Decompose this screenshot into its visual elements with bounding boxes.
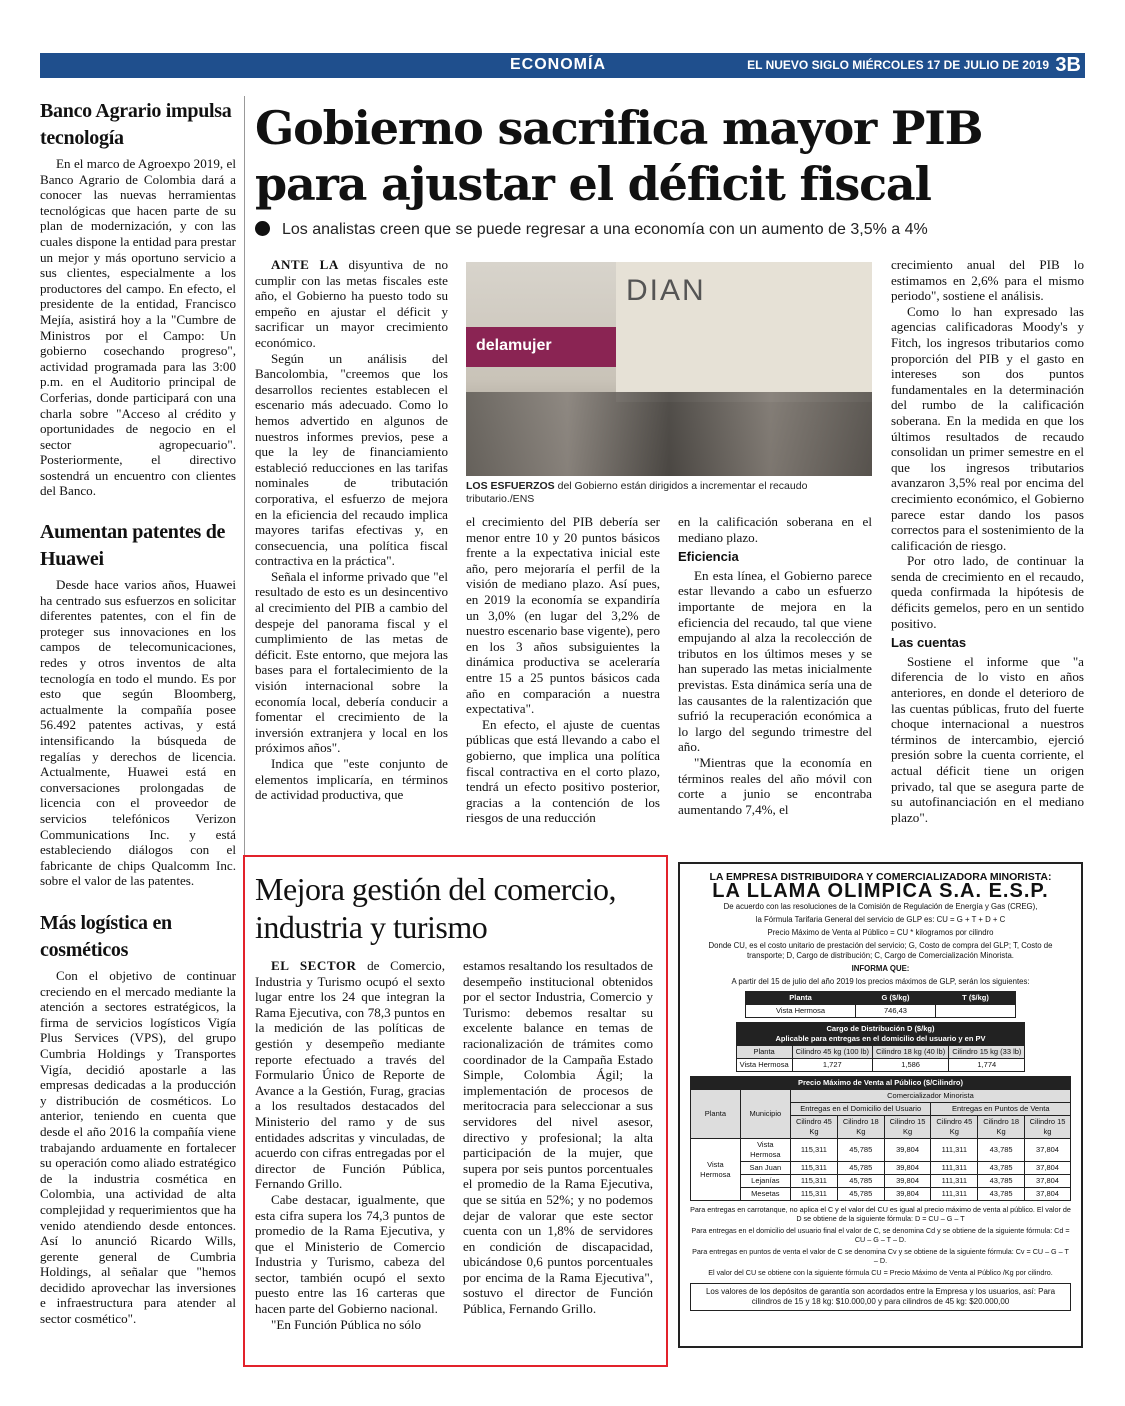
article-paragraph: Según un análisis del Bancolombia, "creemos que los desarrollos recientes establecen el escenario más adecuado. Como lo hemos advertido en algunos de nuestros informes previos, pese a que la ley de financiamiento estableció reducciones en las tarifas nominales de tributación corporativa, el esfuerzo de mejora en la eficiencia del recaudo implica mayores tarifas efectivas y, en consecuencia, una política fiscal contractiva en la práctica". (255, 350, 448, 569)
article-paragraph: "En Función Pública no sólo (271, 1316, 422, 1332)
photo-caption (466, 480, 872, 506)
table-header: Cilindro 15 kg (1025, 1116, 1071, 1139)
ad-note: Para entregas en el domicilio del usuario final el valor de C, se denomina Cd y se obtiene de la siguiente fórmula: Cd = CU – G – T – D. (691, 1226, 1070, 1244)
table-cell: 1,586 (873, 1059, 949, 1072)
article-paragraph: estamos resaltando los resultados de desempeño institucional obtenidos por el sector Industria, Comercio y Turismo: debemos resaltar su excelente balance en temas de racionalización de trámites como coordinador de la Campaña Estado Simple, Colombia Ágil; la implementación de procesos de meritocracia para seleccionar a sus servidores del nivel asesor, directivo y profesional; la alta participación de la mujer, que supera por seis puntos porcentuales el promedio de la Rama Ejecutiva, que se sitúa en 52%; y no podemos dejar de valorar que este sector cuenta con un 1,8% de servidores en condición de discapacidad, ubicándose 0,6 puntos porcentuales por encima de la Rama Ejecutiva", sostuvo el director de Función Pública, Fernando Grillo. (463, 958, 653, 1317)
gas-price-advertisement (678, 862, 1083, 1348)
table-cell: 115,311 (790, 1175, 837, 1188)
table-cell: 43,785 (978, 1139, 1025, 1162)
article-photo (466, 262, 872, 476)
table-cell: 111,311 (931, 1175, 978, 1188)
table-header: Entregas en el Domicilio del Usuario (790, 1103, 931, 1116)
table-cell: 39,804 (884, 1175, 931, 1188)
article-paragraph: Por otro lado, de continuar la senda de crecimiento en el recaudo, queda confirmada la hipótesis de déficits gemelos, pero en un sentido positivo. (891, 553, 1084, 631)
table-cell: 37,804 (1025, 1162, 1071, 1175)
table-cell: 111,311 (931, 1162, 978, 1175)
table-title: Precio Máximo de Venta al Público ($/Cilindro) (691, 1077, 1071, 1090)
table-header: Planta (736, 1046, 792, 1059)
table-cell: 37,804 (1025, 1139, 1071, 1162)
article-paragraph: Señala el informe privado que "el resultado de esto es un desincentivo al crecimiento del PIB a cambio del despeje del panorama fiscal y el cumplimiento de las metas de déficit. Este entorno, que mejora las bases para el fortalecimiento de la visión internacional sobre la economía local, debería conducir a fomentar el crecimiento de la inversión extranjera y local en los próximos años". (255, 568, 448, 756)
ad-line: INFORMA QUE: (851, 964, 910, 973)
article-lead: EL SECTOR (271, 958, 357, 973)
table-cell: 115,311 (790, 1139, 837, 1162)
page-number: 3B (1055, 54, 1081, 76)
table-cell: 39,804 (884, 1139, 931, 1162)
article-paragraph: crecimiento anual del PIB lo estimamos en 2,6% para el mismo periodo", sostiene el análisis. (891, 257, 1084, 304)
ad-note: El valor del CU se obtiene con la siguiente fórmula CU = Precio Máximo de Venta al Público /Kg por cilindro. (708, 1268, 1053, 1277)
ad-kicker: LA EMPRESA DISTRIBUIDORA Y COMERCIALIZADORA MINORISTA: (709, 871, 1052, 883)
article-subhead: Eficiencia (678, 549, 739, 565)
article-paragraph: de Comercio, Industria y Turismo ocupó el sexto lugar entre los 24 que integran la Rama Ejecutiva, con 78,3 puntos en la medición de las políticas de gestión y desempeño mediante reporte efectuado a través del Formulario Único de Reporte de Avance a la Gestión, Furag, gracias a los resultados destacados del Ministerio del ramo y de sus entidades adscritas y vinculadas, de acuerdo con cifras entregadas por el director de Función Pública, Fernando Grillo. (255, 958, 445, 1192)
table-header: Cilindro 18 kg (40 lb) (873, 1046, 949, 1059)
ad-footer: Los valores de los depósitos de garantía son acordados entre la Empresa y los usuarios, así: Para cilindros de 15 y 18 kg: $10.000,00 y para cilindros de 45 kg: $20.000,00 (690, 1283, 1071, 1311)
table-cell: 37,804 (1025, 1188, 1071, 1201)
ad-table-g-t (745, 991, 1016, 1018)
secondary-article-column-1 (255, 958, 445, 1332)
table-row (691, 1162, 1071, 1175)
table-cell: 45,785 (837, 1139, 884, 1162)
ad-line: Donde CU, es el costo unitario de prestación del servicio; G, Costo de compra del GLP; T, Costo de transporte; D, Cargo de distribución; C, Cargo de Comercialización Minorista. (708, 941, 1053, 960)
table-header: Cilindro 18 Kg (837, 1116, 884, 1139)
main-headline: Gobierno sacrifica mayor PIB para ajustar el déficit fiscal (255, 101, 983, 211)
main-article-column-2 (466, 514, 660, 826)
table-cell: Lejanías (740, 1175, 790, 1188)
table-cell: 746,43 (856, 1005, 936, 1018)
table-header: T ($/kg) (936, 992, 1016, 1005)
brief-body: Desde hace varios años, Huawei ha centrado sus esfuerzos en solicitar diferentes patentes, con el fin de proteger sus innovaciones en los campos de telecomunicaciones, redes y otros inventos de alta tecnología en todo el mundo. Es por esto que según Bloomberg, actualmente la compañía posee 56.492 patentes activas, y está intensificando la búsqueda de regalías y derechos de licencia. Actualmente, Huawei está en conversaciones prolongadas de licencia con el proveedor de servicios telefónicos Verizon Communications Inc. y está estableciendo diálogos con el fabricante de chips Qualcomm Inc. sobre el valor de las patentes. (40, 577, 236, 889)
table-header: Cilindro 45 Kg (931, 1116, 978, 1139)
article-paragraph: "Mientras que la economía en términos reales del año móvil con corte a junio se encontraba aumentando 7,4%, el (678, 754, 872, 817)
table-header: Planta (746, 992, 856, 1005)
section-header-bar (40, 53, 1085, 78)
subheadline-text: Los analistas creen que se puede regresar a una economía con un aumento de 3,5% a 4% (282, 221, 928, 238)
brief-title: Más logística en cosméticos (40, 912, 172, 961)
table-row (691, 1139, 1071, 1162)
table-header: Municipio (740, 1090, 790, 1139)
table-cell: 45,785 (837, 1175, 884, 1188)
brief-title: Banco Agrario impulsa tecnología (40, 100, 232, 149)
section-name: ECONOMÍA (510, 56, 606, 73)
main-subheadline (255, 221, 1075, 239)
secondary-headline: Mejora gestión del comercio, industria y turismo (255, 871, 616, 945)
table-cell: 43,785 (978, 1188, 1025, 1201)
table-cell: 43,785 (978, 1175, 1025, 1188)
table-header: Cilindro 15 kg (33 lb) (949, 1046, 1025, 1059)
crowd-queue (466, 392, 872, 476)
table-header: Cilindro 45 kg (100 lb) (792, 1046, 872, 1059)
table-cell: 37,804 (1025, 1175, 1071, 1188)
secondary-article-column-2 (463, 958, 653, 1317)
main-article-column-1 (255, 257, 448, 803)
article-paragraph: Como lo han expresado las agencias calificadoras Moody's y Fitch, los ingresos tributarios como proporción del PIB y el gasto en intereses son dos puntos fundamentales en la determinación del rumbo de la calificación soberana. En la medida en que los últimos resultados de recaudo consolidan un primer semestre en el que los ingresos tributarios avanzaron 3,5% real por encima del crecimiento económico, el Gobierno parece estar dando los pasos correctos para el sostenimiento de la calificación de riesgo. (891, 303, 1084, 553)
article-paragraph: Cabe destacar, igualmente, que esta cifra supera los 74,3 puntos de promedio de la Rama Ejecutiva, y que el Ministerio de Comercio Industria y Turismo, cabeza del sector, también ocupó el sexto puesto entre las 16 carteras que hacen parte del Gobierno nacional. (255, 1191, 445, 1317)
article-paragraph: Sostiene el informe que "a diferencia de lo visto en años anteriores, en donde el deterioro de las cuentas públicas, fruto del fuerte choque internacional a nuestros términos de intercambio, ejerció presión sobre la cuenta corriente, el actual déficit tiene un origen privado, tal que se asegura parte de su autofinanciación en el mediano plazo". (891, 653, 1084, 825)
table-cell: San Juan (740, 1162, 790, 1175)
table-cell: 111,311 (931, 1139, 978, 1162)
table-header: Entregas en Puntos de Venta (931, 1103, 1071, 1116)
caption-lead: LOS ESFUERZOS (466, 480, 555, 492)
main-article-column-3 (678, 514, 872, 817)
table-cell: Vista Hermosa (691, 1139, 741, 1201)
brief-body: En el marco de Agroexpo 2019, el Banco Agrario de Colombia dará a conocer las nuevas herramientas tecnológicas que hacen parte de su plan de modernización, y con las cuales dispone la entidad para prestar un mejor y más oportuno servicio a sus clientes, especialmente a los productores del campo. En efecto, el presidente de la entidad, Francisco Mejía, asistirá hoy a la "Cumbre de Ministros por el Campo: Un gobierno cosechando progreso", actividad programada para las 3:00 p.m. en el Auditorio principal de Corferias, donde participará con una charla sobre "Acceso al crédito y oportunidades de negocio en el sector agropecuario". Posteriormente, el directivo sostendrá un encuentro con clientes del Banco. (40, 156, 236, 499)
ad-line: De acuerdo con las resoluciones de la Comisión de Regulación de Energía y Gas (CREG), (723, 902, 1038, 911)
sidebar-brief-cosmeticos (40, 910, 236, 1327)
article-paragraph: el crecimiento del PIB debería ser menor entre 10 y 20 puntos básicos frente a la expectativa inicial este año, pero mejoraría el perfil de la visión de mediano plazo. Así pues, en 2019 la economía se expandiría un 3,0% (en lugar del 3,2% de nuestro escenario base vigente), pero en los 3 años subsiguientes la dinámica productiva se aceleraría entre 15 a 25 puntos básicos cada año en comparación a nuestra expectativa". (466, 514, 660, 717)
table-cell: 115,311 (790, 1162, 837, 1175)
brief-body: Con el objetivo de continuar creciendo en el mercado mediante la atención a sectores estratégicos, la firma de servicios logísticos Vigía Plus Services (VPS), del grupo Cumbria Holdings y Transportes Vigía, decidió apostarle a las empresas dedicadas a la producción y distribución de cosméticos. Lo anterior, teniendo en cuenta que desde el año 2016 la compañía viene trabajando arduamente en fortalecer su operación como aliado estratégico de la industria cosmética en Colombia, una actividad de alta complejidad y requerimientos que ha venido atendiendo desde entonces. Así lo anunció Ricardo Wills, gerente general de Cumbria Holdings, al señalar que "hemos decidido aprovechar las inversiones e infraestructura para atender al sector cosmético". (40, 968, 236, 1327)
sidebar-brief-banco-agrario (40, 98, 236, 499)
article-paragraph: Indica que "este conjunto de elementos implicaría, en términos de actividad productiva, que (255, 756, 448, 803)
ad-table-prices (690, 1076, 1071, 1201)
table-cell: 115,311 (790, 1188, 837, 1201)
ad-table-distribution (736, 1022, 1026, 1072)
ad-note: Para entregas en carrotanque, no aplica el C y el valor del CU es igual al precio máximo de venta al público. El valor de D se obtiene de la siguiente fórmula: D = CU – G – T (690, 1205, 1071, 1223)
ad-line: A partir del 15 de julio del año 2019 los precios máximos de GLP, serán los siguientes: (731, 977, 1030, 986)
article-subhead: Las cuentas (891, 635, 967, 651)
table-cell: Vista Hermosa (736, 1059, 792, 1072)
brief-title: Aumentan patentes de Huawei (40, 521, 226, 570)
ad-line: Precio Máximo de Venta al Público = CU * kilogramos por cilindro (767, 928, 994, 937)
table-header: Cilindro 18 Kg (978, 1116, 1025, 1139)
ad-line: la Fórmula Tarifaria General del servicio de GLP es: CU = G + T + D + C (755, 915, 1006, 924)
table-cell: 45,785 (837, 1188, 884, 1201)
table-cell: Vista Hermosa (740, 1139, 790, 1162)
table-cell: 39,804 (884, 1162, 931, 1175)
table-row (691, 1175, 1071, 1188)
article-paragraph: disyuntiva de no cumplir con las metas fiscales este año, el Gobierno ha puesto todo su empeño en ajustar el déficit y sacrificar un mayor crecimiento económico. (255, 257, 448, 350)
table-header: Cilindro 15 Kg (884, 1116, 931, 1139)
ad-company: LA LLAMA OLIMPICA S.A. E.S.P. (712, 880, 1049, 902)
table-title: Cargo de Distribución D ($/kg) Aplicable para entregas en el domicilio del usuario y en PV (736, 1023, 1025, 1046)
table-header: Comercializador Minorista (790, 1090, 1070, 1103)
table-cell: 1,774 (949, 1059, 1025, 1072)
table-cell: Vista Hermosa (746, 1005, 856, 1018)
bullet-icon (255, 221, 270, 236)
article-paragraph: En efecto, el ajuste de cuentas públicas que está llevando a cabo el gobierno, que implica una política fiscal contractiva en el corto plazo, tendrá un efecto positivo posterior, gracias a la contención de los riesgos de una reducción (466, 716, 660, 826)
main-article-column-4 (891, 257, 1084, 825)
table-cell: 111,311 (931, 1188, 978, 1201)
table-cell: 45,785 (837, 1162, 884, 1175)
article-lead: ANTE LA (271, 257, 339, 272)
store-sign: delamujer (466, 327, 616, 367)
table-cell: 39,804 (884, 1188, 931, 1201)
sidebar-brief-huawei (40, 519, 236, 889)
issue-date: EL NUEVO SIGLO MIÉRCOLES 17 DE JULIO DE 2019 (747, 58, 1049, 72)
ad-note: Para entregas en puntos de venta el valor de C se denomina Cv y se obtiene de la siguiente fórmula: Cv = CU – G – T – D. (692, 1247, 1069, 1265)
table-header: Cilindro 45 Kg (790, 1116, 837, 1139)
dian-sign: DIAN (626, 274, 706, 307)
table-cell: 43,785 (978, 1162, 1025, 1175)
table-cell: 1,727 (792, 1059, 872, 1072)
table-header: Planta (691, 1090, 741, 1139)
caption-text: del Gobierno están dirigidos a incrementar el recaudo tributario./ENS (466, 480, 808, 505)
table-header: G ($/kg) (856, 992, 936, 1005)
table-cell (936, 1005, 1016, 1018)
article-paragraph: en la calificación soberana en el mediano plazo. (678, 514, 872, 545)
article-paragraph: En esta línea, el Gobierno parece estar llevando a cabo un esfuerzo importante de mejora en la eficiencia del recaudo, tal que viene empujando al alza la recolección de tributos en los últimos meses y se han superado las metas inicialmente previstas. Esta dinámica sería una de las causantes de la ralentización que sufrió la recuperación económica a lo largo del segundo trimestre del año. (678, 567, 872, 755)
table-cell: Mesetas (740, 1188, 790, 1201)
table-row (691, 1188, 1071, 1201)
